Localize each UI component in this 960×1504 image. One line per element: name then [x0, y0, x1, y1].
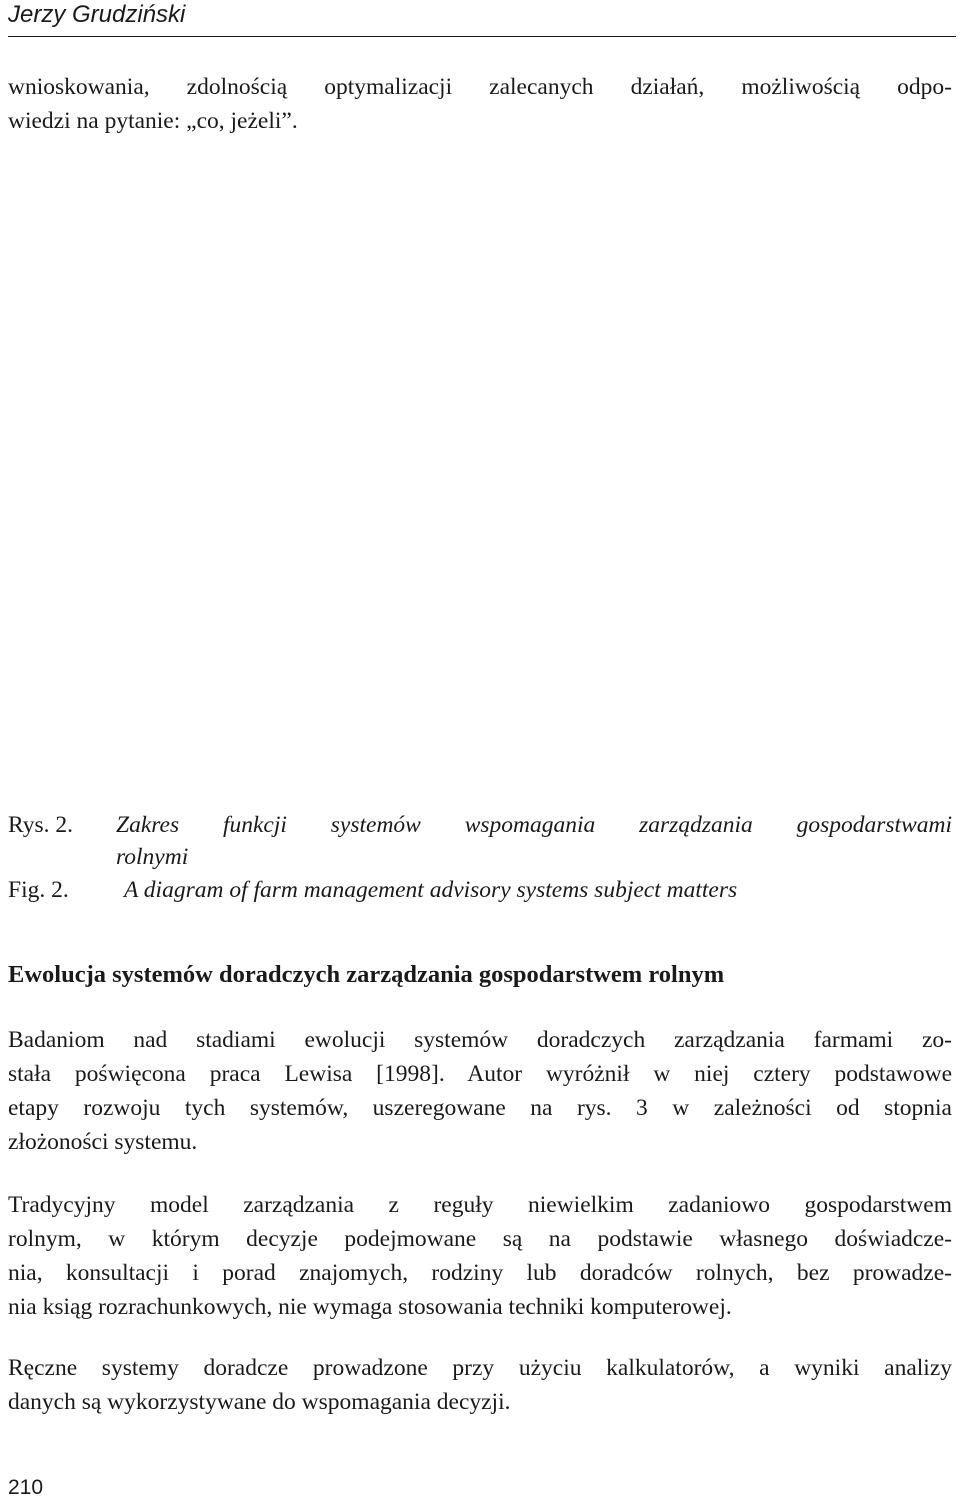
- paragraph-line: wiedzi na pytanie: „co, jeżeli”.: [8, 108, 298, 134]
- running-header-author: Jerzy Grudziński: [8, 1, 186, 28]
- paragraph-line: Tradycyjny model zarządzania z reguły niewielkim zadaniowo gospodarstwem: [8, 1192, 952, 1218]
- figure-caption-en-text: A diagram of farm management advisory systems subject matters: [124, 877, 738, 903]
- paragraph-line: stała poświęcona praca Lewisa [1998]. Autor wyróżnił w niej cztery podstawowe: [8, 1061, 952, 1087]
- header-rule: [8, 36, 956, 37]
- body-paragraph-3: [8, 1351, 952, 1419]
- figure-caption-en: [8, 874, 952, 906]
- figure-caption-pl-continuation: rolnymi: [116, 844, 189, 870]
- body-paragraph-2: [8, 1188, 952, 1324]
- paragraph-line: złożoności systemu.: [8, 1129, 198, 1155]
- paragraph-line: Badaniom nad stadiami ewolucji systemów doradczych zarządzania farmami zo-: [8, 1027, 952, 1053]
- paragraph-line: nia, konsultacji i porad znajomych, rodziny lub doradców rolnych, bez prowadze-: [8, 1260, 952, 1286]
- paragraph-line: danych są wykorzystywane do wspomagania decyzji.: [8, 1389, 511, 1415]
- intro-paragraph: [8, 70, 952, 138]
- paragraph-line: wnioskowania, zdolnością optymalizacji zalecanych działań, możliwością odpo-: [8, 74, 952, 100]
- figure-caption-pl: [8, 809, 952, 841]
- body-paragraph-1: [8, 1023, 952, 1159]
- paragraph-line: nia ksiąg rozrachunkowych, nie wymaga stosowania techniki komputerowej.: [8, 1294, 732, 1320]
- figure-caption-pl-text: Zakres funkcji systemów wspomagania zarządzania gospodarstwami: [116, 812, 952, 838]
- figure-label-en: Fig. 2.: [8, 877, 69, 903]
- page-number: 210: [8, 1476, 44, 1499]
- section-heading: Ewolucja systemów doradczych zarządzania gospodarstwem rolnym: [8, 961, 725, 988]
- paragraph-line: etapy rozwoju tych systemów, uszeregowane na rys. 3 w zależności od stopnia: [8, 1095, 952, 1121]
- paragraph-line: rolnym, w którym decyzje podejmowane są na podstawie własnego doświadcze-: [8, 1226, 952, 1252]
- paragraph-line: Ręczne systemy doradcze prowadzone przy użyciu kalkulatorów, a wyniki analizy: [8, 1355, 952, 1381]
- figure-label-pl: Rys. 2.: [8, 812, 74, 838]
